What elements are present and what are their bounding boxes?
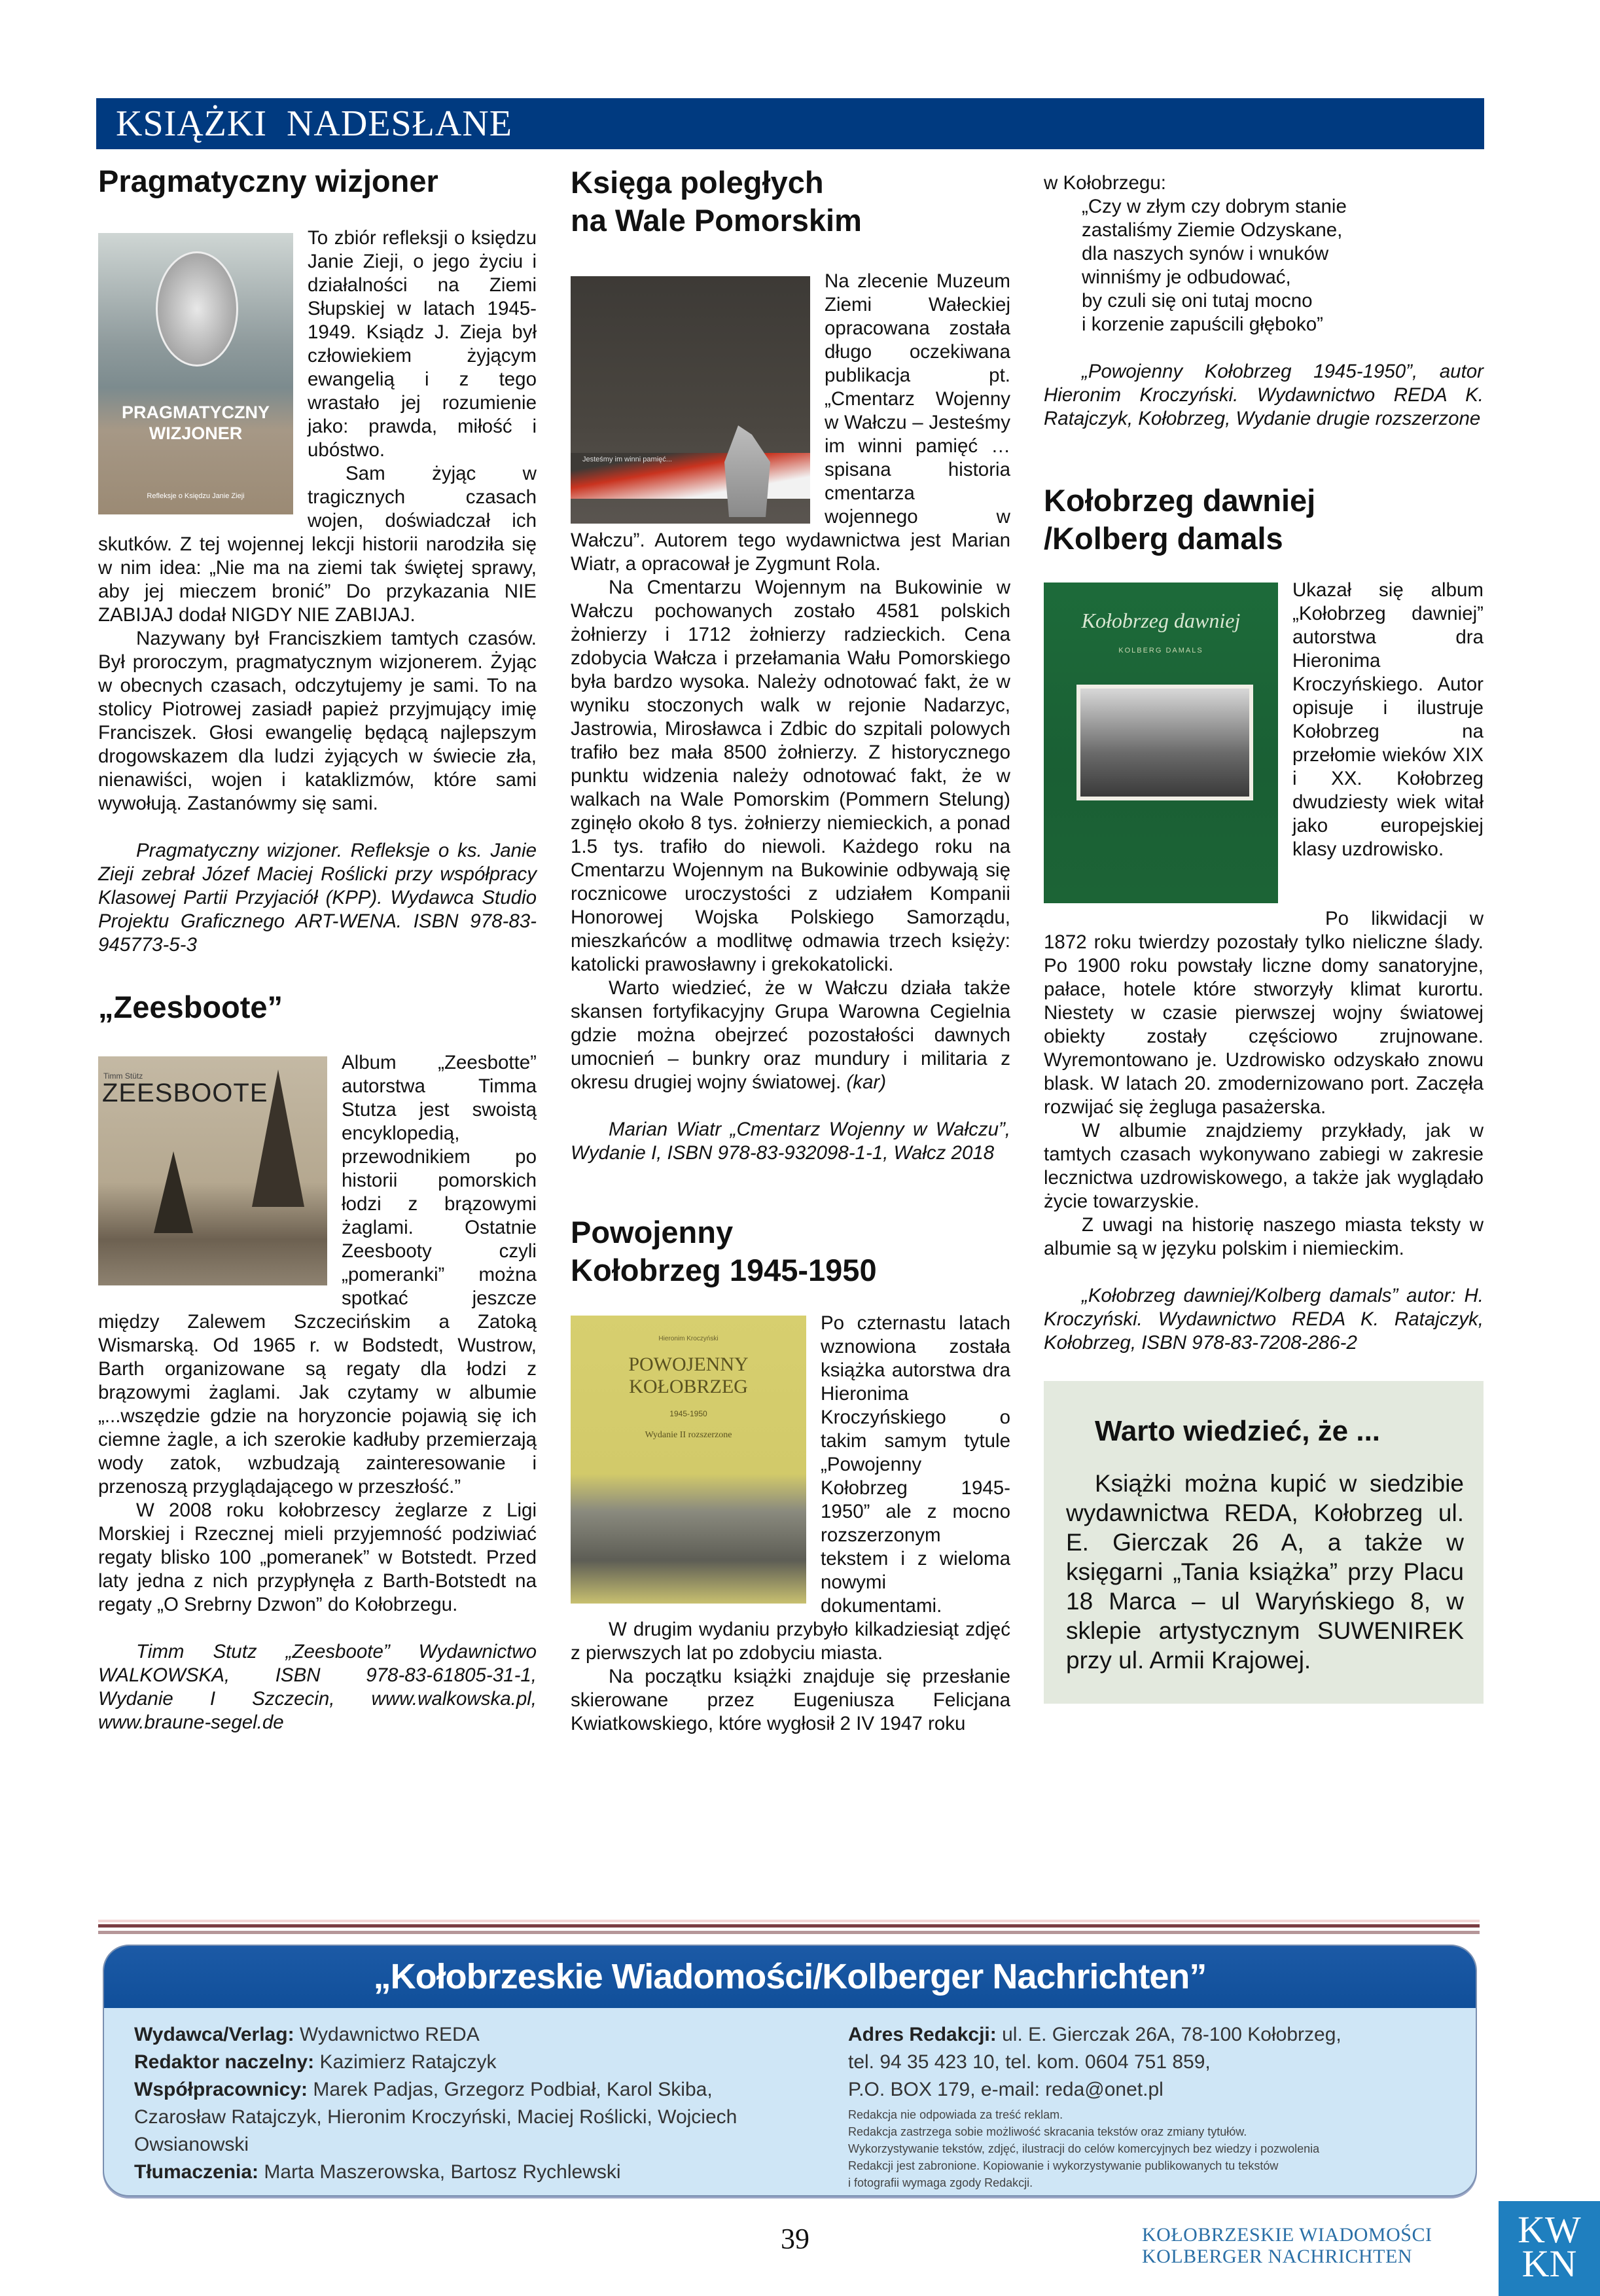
info-box-warto-wiedziec <box>1044 1381 1484 1704</box>
book-cover-image <box>98 1056 327 1285</box>
book-citation: Pragmatyczny wizjoner. Refleksje o ks. Janie Zieji zebrał Józef Maciej Roślicki przy współpracy Klasowej Partii Przyjaciół (KPP). Wydawca Studio Projektu Graficznego ART-WENA. ISBN 978-83-945773-5-3 <box>98 840 537 956</box>
paragraph: Ukazał się album „Kołobrzeg dawniej” autorstwa dra Hieronima Kroczyńskiego. Autor opisuje i ilustruje Kołobrzeg na przełomie wieków XIX i XX. Kołobrzeg dwudziesty wiek witał jako europejskiej klasy uzdrowisko. <box>1292 579 1484 860</box>
credit-label: Wydawca/Verlag: <box>134 2024 294 2045</box>
paragraph: To zbiór refleksji o księdzu Janie Zieji, o jego życiu i działalności na Ziemi Słupskiej w latach 1945-1949. Ksiądz J. Zieja był człowiekiem żyjącym ewangelią i z tego wrastało jej rozumienie jako: prawda, miłość i ubóstwo. <box>308 227 537 461</box>
quote-line: „Czy w złym czy dobrym stanie <box>1082 196 1347 217</box>
cover-title: POWOJENNY KOŁOBRZEG <box>628 1354 749 1397</box>
cover-edition: Wydanie II rozszerzone <box>645 1430 732 1440</box>
title-line-1: Powojenny <box>571 1215 734 1249</box>
paragraph: Na Cmentarzu Wojennym na Bukowinie w Wałczu pochowanych zostało 4581 polskich żołnierzy i 1712 żołnierzy radzieckich. Cena zdobycia Wałcza i przełamania Wału Pomorskiego była bardzo wysoka. Należy odnotować fakt, że w wyniku stoczonych walk w rejonie Nadarzyc, Jastrowia, Mirosławca i Zdbic do szpitali polowych trafiło bez mała 8500 żołnierzy. Z historycznego punktu widzenia należy odnotować fakt, że w walkach na Wale Pomorskim (Pommern Stelung) zginęło około 8 tys. żołnierzy niemieckich, a ponad 1.5 tys. trafiło do niewoli. Każdego roku na Cmentarzu Wojennym na Bukowinie odbywają się rocznicowe uroczystości z udziałem Kompanii Honorowej Wojska Polskiego Samorządu, mieszkańców a modlitwę odmawia trzech księży: katolicki prawosławny i grekokatolicki. <box>571 577 1010 975</box>
cover-photo <box>1076 685 1253 800</box>
masthead-address <box>848 2021 1450 2191</box>
title-line-1: Kołobrzeg dawniej <box>1044 483 1316 518</box>
paragraph: W albumie znajdziemy przykłady, jak w tamtych czasach wykonywano zabiegi w zakresie lecznictwa uzdrowiskowego, a także jak wyglądało życie towarzyskie. <box>1044 1120 1484 1212</box>
credit-value: Kazimierz Ratajczyk <box>319 2051 497 2073</box>
quote-line: zastaliśmy Ziemie Odzyskane, <box>1082 219 1343 241</box>
paragraph: W 2008 roku kołobrzescy żeglarze z Ligi Morskiej i Rzecznej mieli przyjemność podziwiać regaty blisko 100 „pomeranek” w Botstedt. Przed laty jedna z nich przypłynęła z Barth-Botstedt na regaty „O Srebrny Dzwon” do Kołobrzegu. <box>98 1499 537 1615</box>
address-line <box>848 2021 1450 2049</box>
quote-line: winniśmy je odbudować, <box>1082 266 1291 288</box>
disclaimer-line: Redakcji jest zabronione. Kopiowanie i wykorzystywanie publikowanych tu tekstów <box>848 2159 1279 2172</box>
disclaimer <box>848 2106 1450 2191</box>
kwkn-logo-icon <box>1499 2201 1600 2296</box>
divider-line <box>98 1920 1480 1922</box>
paragraph: Nazywany był Franciszkiem tamtych czasów. Był proroczym, pragmatycznym wizjonerem. Żyjąc w obecnych czasach, odczytujemy je sami. To na stolicy Piotrowej zasiadł papież przyjmujący imię Franciszek. Głosi ewangelię będącą najlepszym drogowskazem dla ludzi żyjących w świecie zła, nienawiści, wojen i kataklizmów, które sami wywołują. Zastanówmy się sami. <box>98 628 537 814</box>
credit-value: Wydawnictwo REDA <box>299 2024 480 2045</box>
paragraph: w Kołobrzegu: <box>1044 172 1166 194</box>
info-box-text: Książki można kupić w siedzibie wydawnictwa REDA, Kołobrzeg ul. E. Gierczak 26 A, a także w księgarni „Tania książka” przy Placu 18 Marca – ul Waryńskiego 8, w sklepie artystycznym SUWENIREK przy ul. Armii Krajowej. <box>1066 1470 1464 1674</box>
article-title: „Zeesboote” <box>98 990 283 1024</box>
credit-line <box>134 2076 789 2159</box>
book-cover-image <box>571 276 810 524</box>
credit-label: Tłumaczenia: <box>134 2161 259 2183</box>
paragraph: Po czternastu latach wznowiona została książka autorstwa dra Hieronima Kroczyńskiego o takim samym tytule „Powojenny Kołobrzeg 1945-1950” ale z mocno rozszerzonym tekstem i z wieloma nowymi dokumentami. <box>821 1312 1010 1617</box>
article-title <box>1044 482 1484 558</box>
cover-subtitle: KOLBERG DAMALS <box>1118 647 1203 655</box>
info-box-title: Warto wiedzieć, że ... <box>1095 1415 1381 1447</box>
section-header-band <box>96 98 1484 149</box>
masthead-credits <box>134 2021 789 2186</box>
credit-line <box>134 2021 789 2049</box>
disclaimer-line: Wykorzystywanie tekstów, zdjęć, ilustracji do celów komercyjnych bez wiedzy i pozwolenia <box>848 2142 1320 2155</box>
publication-brand <box>1142 2224 1432 2267</box>
brand-line: KOLBERGER NACHRICHTEN <box>1142 2246 1412 2267</box>
article-title: Pragmatyczny wizjoner <box>98 164 438 198</box>
paragraph-text: Warto wiedzieć, że w Wałczu działa także skansen fortyfikacyjny Grupa Warowna Cegielnia gdzie można obejrzeć pozostałości dawnych umocnień – bunkry oraz mundury i militaria z okresu drugiej wojny światowej. <box>571 977 1010 1093</box>
article-pragmatyczny-wizjoner <box>98 162 537 957</box>
paragraph: Sam żyjąc w tragicznych czasach wojen, doświadczał ich skutków. Z tej wojennej lekcji historii narodziła się w nim idea: „Nie ma na ziemi tak świętej sprawy, aby jej mieczem bronić” Do przykazania NIE ZABIJAJ dodał NIGDY NIE ZABIJAJ. <box>98 463 537 626</box>
credit-line <box>134 2159 789 2186</box>
article-title <box>571 164 1010 240</box>
portrait-oval <box>156 251 238 367</box>
credit-label: Współpracownicy: <box>134 2079 308 2100</box>
paragraph: W drugim wydaniu przybyło kilkadziesiąt zdjęć z pierwszych lat po zdobyciu miasta. <box>571 1619 1010 1664</box>
credit-value: Marta Maszerowska, Bartosz Rychlewski <box>264 2161 621 2183</box>
credit-line <box>134 2049 789 2076</box>
cover-author: Timm Stütz <box>103 1071 143 1081</box>
logo-text: KN <box>1521 2242 1577 2285</box>
cover-title: Kołobrzeg dawniej <box>1081 609 1241 632</box>
address-line: P.O. BOX 179, e-mail: reda@onet.pl <box>848 2079 1164 2100</box>
page-number: 39 <box>781 2223 809 2255</box>
paragraph: Album „Zeesbotte” autorstwa Timma Stutza jest swoistą encyklopedią, przewodnikiem po historii pomorskich łodzi z brązowymi żaglami. Ostatnie Zeesbooty czyli „pomeranki” można spotkać jeszcze między Zalewem Szczecińskim a Zatoką Wismarską. Od 1965 r. w Bodstedt, Wustrow, Barth organizowane są regaty dla łodzi z brązowymi żaglami. Jak czytamy w albumie „...wszędzie gdzie na horyzoncie pojawią się ich ciemne żagle, a ich szerokie kadłuby przemierzają wody zatok, wzbudzają zainteresowanie i przenoszą przyglądającego w przeszłość.” <box>98 1052 537 1498</box>
cover-years: 1945-1950 <box>669 1409 707 1418</box>
disclaimer-line: Redakcja nie odpowiada za treść reklam. <box>848 2108 1063 2121</box>
address-line: tel. 94 35 423 10, tel. kom. 0604 751 859, <box>848 2051 1211 2073</box>
poem-quote <box>1044 195 1484 336</box>
paragraph: Z uwagi na historię naszego miasta teksty w albumie są w języku polskim i niemieckim. <box>1044 1214 1484 1259</box>
book-cover-image <box>571 1316 806 1604</box>
article-zeesboote <box>98 988 537 1734</box>
title-line-1: Księga poległych <box>571 165 824 200</box>
book-citation: „Powojenny Kołobrzeg 1945-1950”, autor Hieronim Kroczyński. Wydawnictwo REDA K. Ratajczyk, Kołobrzeg, Wydanie drugie rozszerzone <box>1044 361 1484 429</box>
cover-title: ZEESBOOTE <box>102 1079 268 1107</box>
book-citation: „Kołobrzeg dawniej/Kolberg damals” autor: H. Kroczyński. Wydawnictwo REDA K. Ratajczyk, Kołobrzeg, ISBN 978-83-7208-286-2 <box>1044 1285 1484 1354</box>
article-kolobrzeg-dawniej <box>1044 482 1484 1355</box>
cover-author: Hieronim Kroczyński <box>658 1335 719 1342</box>
credit-value: Marek Padjas, Grzegorz Podbiał, Karol Skiba, Czarosław Ratajczyk, Hieronim Kroczyński, Maciej Roślicki, Wojciech Owsianowski <box>134 2079 738 2155</box>
address-value: ul. E. Gierczak 26A, 78-100 Kołobrzeg, <box>1002 2024 1342 2045</box>
divider-line <box>98 1924 1480 1928</box>
book-cover-image <box>98 233 293 514</box>
masthead-title: „Kołobrzeskie Wiadomości/Kolberger Nachrichten” <box>104 1946 1476 2008</box>
disclaimer-line: Redakcja zastrzega sobie możliwość skracania tekstów oraz zmiany tytułów. <box>848 2125 1247 2138</box>
credit-label: Redaktor naczelny: <box>134 2051 315 2073</box>
sail-shape <box>252 1069 304 1207</box>
article-title <box>571 1213 1010 1289</box>
column-1 <box>98 162 537 1734</box>
masthead-box <box>103 1945 1477 2197</box>
book-citation: Timm Stutz „Zeesboote” Wydawnictwo WALKOWSKA, ISBN 978-83-61805-31-1, Wydanie I Szczecin, www.walkowska.pl, www.braune-segel.de <box>98 1641 537 1733</box>
cover-title: PRAGMATYCZNY WIZJONER <box>122 403 270 443</box>
cover-text: Jesteśmy im winni pamięć... <box>582 456 672 463</box>
paragraph: Na zlecenie Muzeum Ziemi Wałeckiej opracowana została długo oczekiwana publikacja pt. „Cmentarz Wojenny w Wałczu – Jesteśmy im winni pamięć … spisana historia cmentarza wojennego w Wałczu”. Autorem tego wydawnictwa jest Marian Wiatr, a opracował je Zygmunt Rola. <box>571 270 1010 575</box>
quote-line: by czuli się oni tutaj mocno <box>1082 290 1313 312</box>
article-powojenny-continuation <box>1044 171 1484 431</box>
sail-shape <box>154 1151 193 1233</box>
title-line-2: Kołobrzeg 1945-1950 <box>571 1253 877 1287</box>
book-cover-image <box>1044 583 1278 903</box>
title-line-2: /Kolberg damals <box>1044 521 1283 556</box>
author-signature: (kar) <box>846 1071 887 1093</box>
quote-line: dla naszych synów i wnuków <box>1082 243 1329 264</box>
logo-text: KW <box>1518 2208 1581 2251</box>
book-citation: Marian Wiatr „Cmentarz Wojenny w Wałczu”, Wydanie I, ISBN 978-83-932098-1-1, Wałcz 2018 <box>571 1119 1010 1164</box>
section-title: KSIĄŻKI NADESŁANE <box>116 103 512 144</box>
disclaimer-line: i fotografii wymaga zgody Redakcji. <box>848 2176 1033 2189</box>
divider-line <box>98 1931 1480 1934</box>
column-3 <box>1044 171 1484 1704</box>
article-powojenny-kolobrzeg <box>571 1213 1010 1736</box>
article-ksiega-poleglych <box>571 164 1010 1165</box>
quote-line: i korzenie zapuścili głęboko” <box>1082 314 1323 335</box>
paragraph <box>571 977 1010 1094</box>
brand-line: KOŁOBRZESKIE WIADOMOŚCI <box>1142 2224 1432 2246</box>
monument-shape <box>724 425 770 517</box>
address-label: Adres Redakcji: <box>848 2024 997 2045</box>
cover-subtitle: Refleksje o Księdzu Janie Zieji <box>147 492 245 500</box>
paragraph: Na początku książki znajduje się przesłanie skierowane przez Eugeniusza Felicjana Kwiatkowskiego, które wygłosił 2 IV 1947 roku <box>571 1666 1010 1734</box>
title-line-2: na Wale Pomorskim <box>571 203 862 238</box>
column-2 <box>571 164 1010 1736</box>
paragraph: Po likwidacji w 1872 roku twierdzy pozostały tylko nieliczne ślady. Po 1900 roku powstały liczne domy sanatoryjne, pałace, hotele które stworzyły klimat kurortu. Niestety w czasie pierwszej wojny światowej obiekty zostały częściowo zrujnowane. Wyremontowano je. Uzdrowisko odzyskało znowu blask. W latach 20. zmodernizowano port. Zaczęła rozwijać się żegluga pasażerska. <box>1044 908 1484 1118</box>
